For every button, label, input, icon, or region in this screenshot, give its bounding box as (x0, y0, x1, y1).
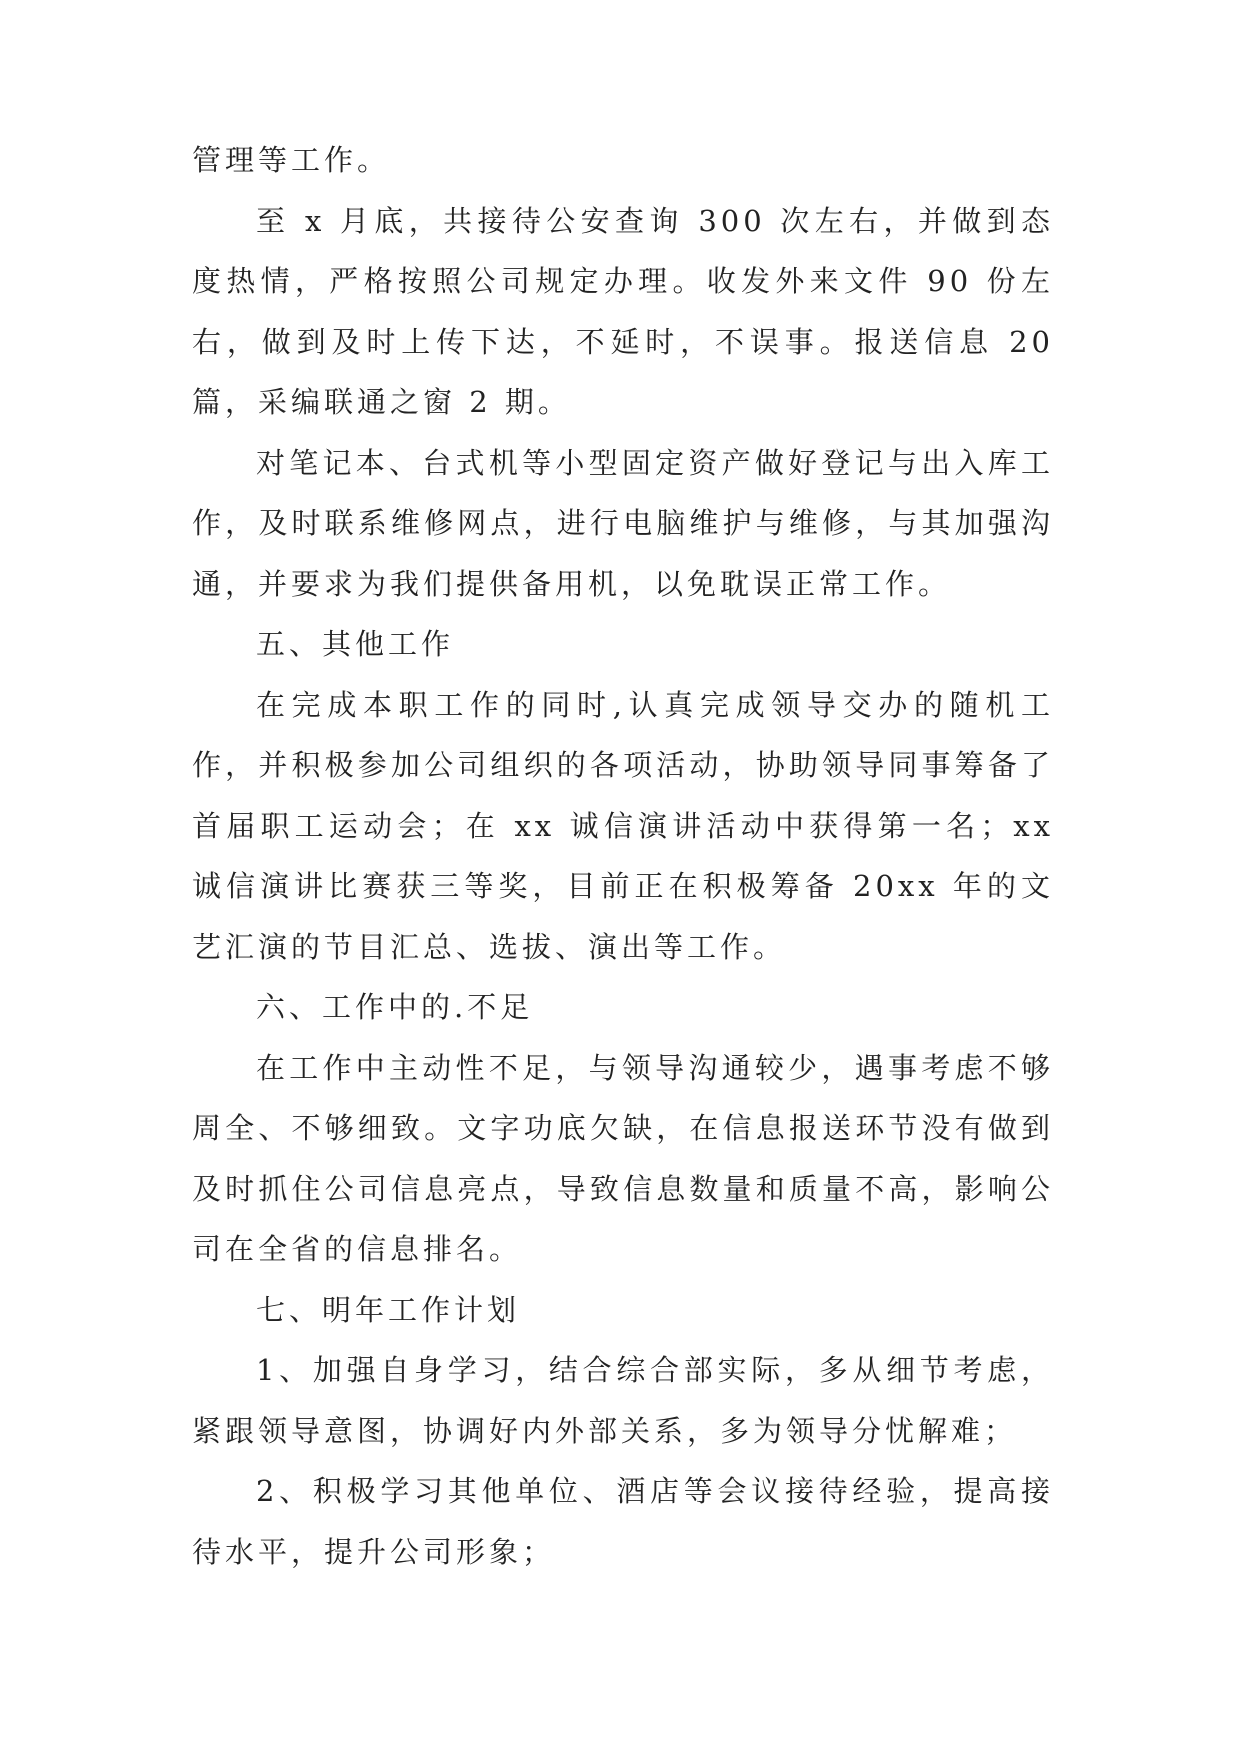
document-body (192, 130, 1054, 1582)
plan-item-1: 1、加强自身学习，结合综合部实际，多从细节考虑，紧跟领导意图，协调好内外部关系，多为领导分忧解难； (192, 1353, 1054, 1448)
paragraph-reception-stats: 至 x 月底，共接待公安查询 300 次左右，并做到态度热情，严格按照公司规定办理。收发外来文件 90 份左右，做到及时上传下达，不延时，不误事。报送信息 20 篇，采编联通之窗 2 期。 (192, 203, 1054, 419)
plan-item-2: 2、积极学习其他单位、酒店等会议接待经验，提高接待水平，提升公司形象； (192, 1474, 1054, 1569)
paragraph-other-work: 在完成本职工作的同时,认真完成领导交办的随机工作，并积极参加公司组织的各项活动，协助领导同事筹备了首届职工运动会；在 xx 诚信演讲活动中获得第一名；xx 诚信演讲比赛获三等奖，目前正在积极筹备 20xx 年的文艺汇演的节目汇总、选拔、演出等工作。 (192, 687, 1054, 964)
section-heading-other-work: 五、其他工作 (256, 627, 455, 661)
paragraph-shortcomings: 在工作中主动性不足，与领导沟通较少，遇事考虑不够周全、不够细致。文字功底欠缺，在信息报送环节没有做到及时抓住公司信息亮点，导致信息数量和质量不高，影响公司在全省的信息排名。 (192, 1050, 1054, 1266)
section-heading-next-year-plan: 七、明年工作计划 (256, 1292, 521, 1327)
paragraph-asset-management: 对笔记本、台式机等小型固定资产做好登记与出入库工作，及时联系维修网点，进行电脑维护与维修，与其加强沟通，并要求为我们提供备用机，以免耽误正常工作。 (192, 445, 1054, 601)
paragraph-continuation: 管理等工作。 (192, 143, 391, 177)
section-heading-shortcomings: 六、工作中的.不足 (256, 990, 534, 1024)
